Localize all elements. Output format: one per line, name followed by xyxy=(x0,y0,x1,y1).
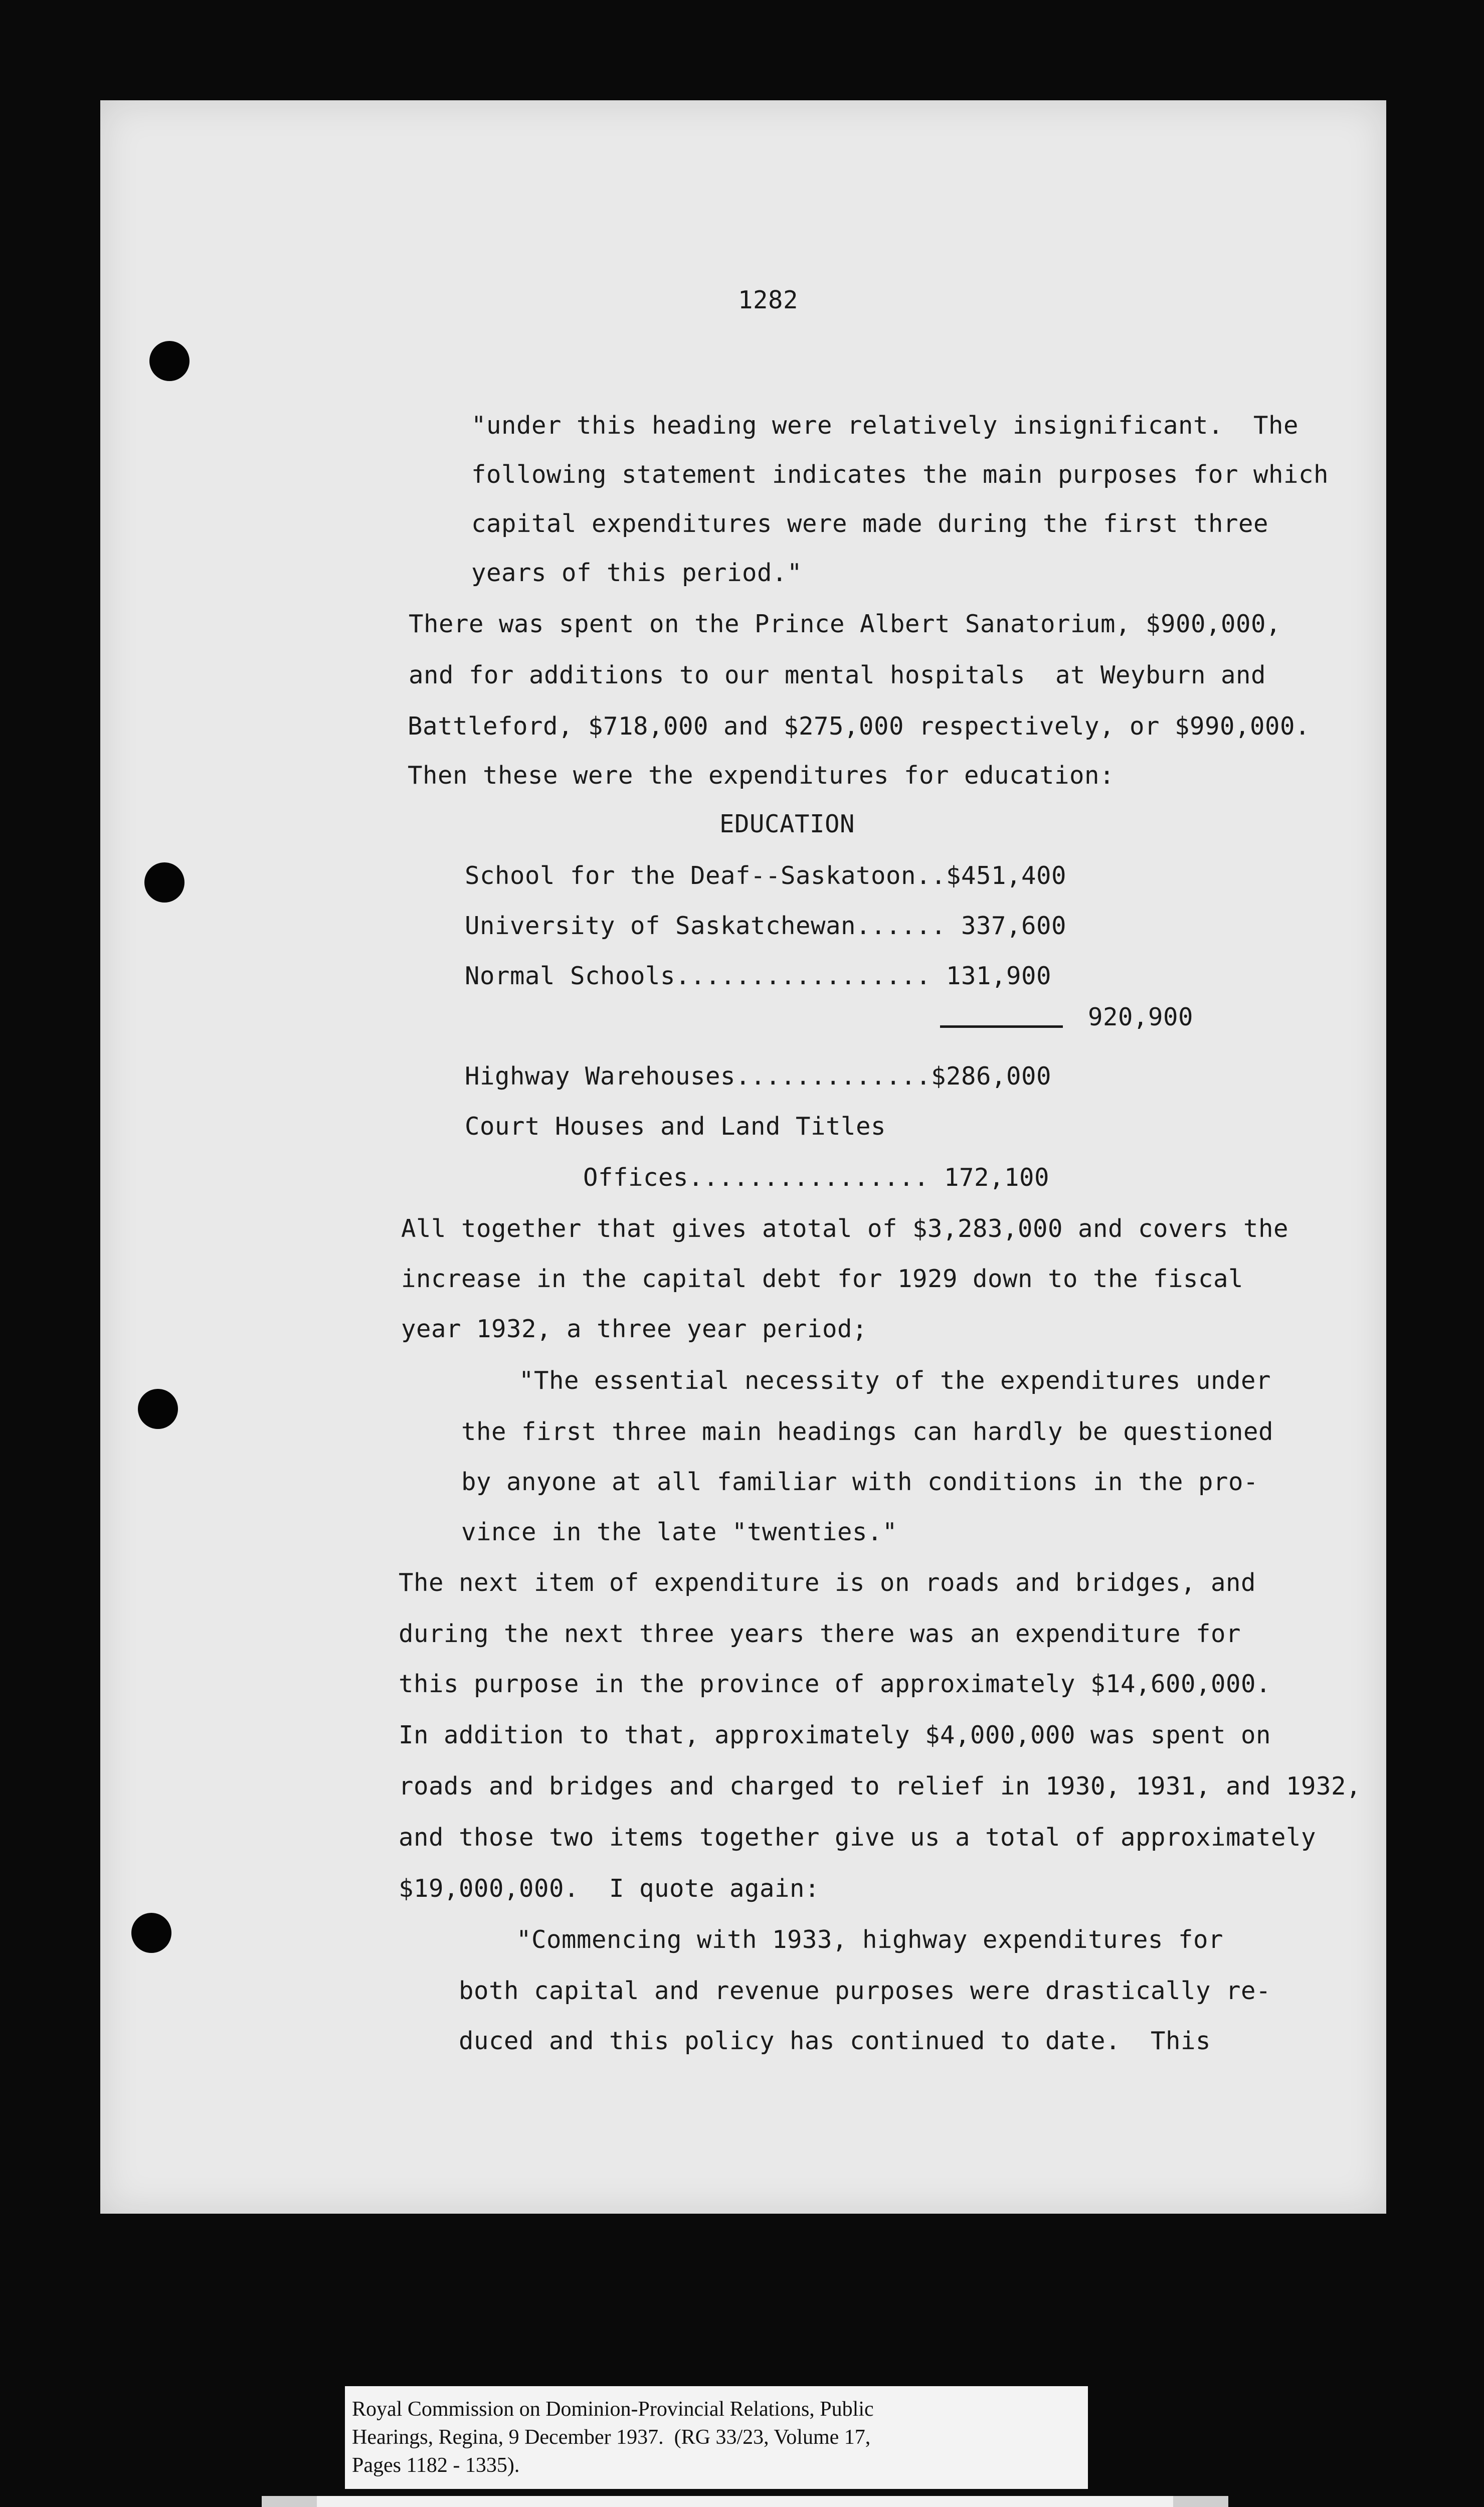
punch-hole xyxy=(149,341,190,381)
text-line: There was spent on the Prince Albert Sanatorium, $900,000, xyxy=(409,610,1281,638)
catalog-label xyxy=(345,2386,1088,2489)
text-line: Highway Warehouses.............$286,000 xyxy=(465,1062,1052,1091)
text-line: Court Houses and Land Titles xyxy=(465,1112,886,1141)
text-line: during the next three years there was an expenditure for xyxy=(399,1620,1241,1648)
catalog-label-line: Royal Commission on Dominion-Provincial Relations, Public xyxy=(352,2398,874,2421)
text-line: the first three main headings can hardly be questioned xyxy=(461,1417,1274,1446)
archives-stamp xyxy=(262,2496,1228,2507)
text-line: Offices................ 172,100 xyxy=(583,1163,1050,1192)
text-line: by anyone at all familiar with conditions in the pro- xyxy=(461,1468,1259,1496)
sum-rule xyxy=(940,1025,1063,1028)
text-line: roads and bridges and charged to relief in 1930, 1931, and 1932, xyxy=(399,1772,1362,1801)
punch-hole xyxy=(138,1389,178,1429)
text-line: both capital and revenue purposes were drastically re- xyxy=(459,1977,1271,2005)
subtotal: 920,900 xyxy=(1088,1003,1194,1031)
page-number: 1282 xyxy=(738,286,799,314)
text-line: University of Saskatchewan...... 337,600 xyxy=(465,912,1067,940)
catalog-label-line: Hearings, Regina, 9 December 1937. (RG 33/23, Volume 17, xyxy=(352,2426,871,2449)
text-line: The next item of expenditure is on roads and bridges, and xyxy=(399,1568,1256,1597)
text-line: Battleford, $718,000 and $275,000 respectively, or $990,000. xyxy=(408,712,1311,741)
text-line: following statement indicates the main purposes for which xyxy=(471,460,1329,489)
document-page xyxy=(100,100,1386,2214)
stamp-edge-shadow xyxy=(262,2496,317,2507)
text-line: School for the Deaf--Saskatoon..$451,400 xyxy=(465,861,1067,890)
catalog-label-line: Pages 1182 - 1335). xyxy=(352,2454,520,2477)
text-line: Then these were the expenditures for education: xyxy=(408,761,1115,790)
text-line: "Commencing with 1933, highway expenditures for xyxy=(516,1925,1224,1954)
text-line: and for additions to our mental hospitals at Weyburn and xyxy=(409,661,1266,689)
punch-hole xyxy=(144,862,184,903)
text-line: $19,000,000. I quote again: xyxy=(399,1874,820,1903)
text-line: this purpose in the province of approximately $14,600,000. xyxy=(399,1670,1271,1698)
section-heading: EDUCATION xyxy=(719,810,855,838)
text-line: increase in the capital debt for 1929 down to the fiscal xyxy=(401,1265,1244,1293)
text-line: All together that gives atotal of $3,283,000 and covers the xyxy=(401,1214,1289,1243)
text-line: Normal Schools................. 131,900 xyxy=(465,962,1052,990)
text-line: duced and this policy has continued to date. This xyxy=(459,2027,1211,2055)
text-line: years of this period." xyxy=(471,559,803,587)
text-line: "The essential necessity of the expenditures under xyxy=(519,1366,1271,1395)
text-line: capital expenditures were made during the first three xyxy=(471,509,1269,538)
text-line: year 1932, a three year period; xyxy=(401,1315,868,1343)
text-line: vince in the late "twenties." xyxy=(461,1518,898,1546)
punch-hole xyxy=(131,1913,171,1953)
stamp-edge-shadow xyxy=(1173,2496,1228,2507)
text-line: and those two items together give us a total of approximately xyxy=(399,1823,1317,1852)
text-line: "under this heading were relatively insignificant. The xyxy=(471,411,1299,440)
text-line: In addition to that, approximately $4,000,000 was spent on xyxy=(399,1721,1271,1749)
